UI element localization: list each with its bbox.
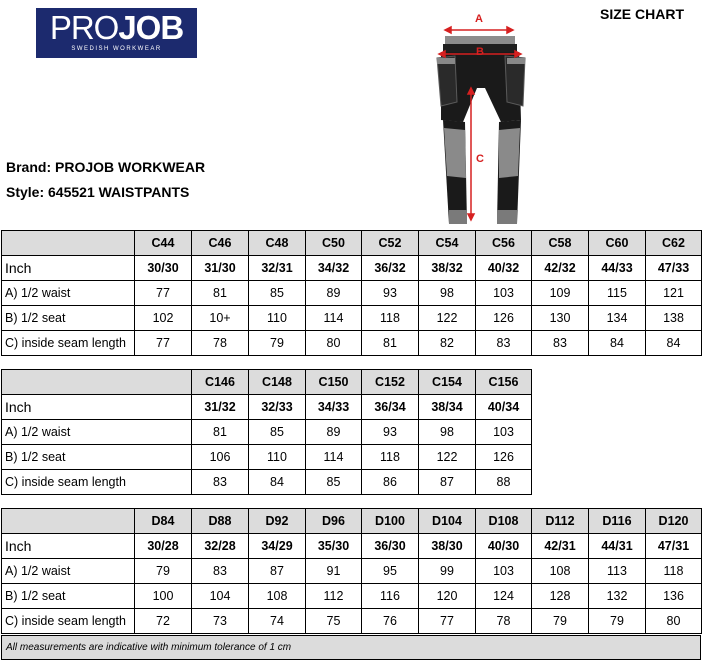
hem-right — [497, 210, 517, 224]
value-cell: 79 — [532, 609, 589, 634]
size-cell: C154 — [419, 370, 476, 395]
knee-pad-left — [444, 128, 466, 178]
value-cell: 108 — [532, 559, 589, 584]
row-label: A) 1/2 waist — [2, 420, 192, 445]
value-cell: 83 — [192, 470, 249, 495]
value-cell: 85 — [249, 420, 306, 445]
size-cell: C150 — [306, 370, 362, 395]
value-cell: 132 — [589, 584, 646, 609]
value-cell: 95 — [362, 559, 419, 584]
size-cell: D92 — [249, 509, 306, 534]
size-cell: C48 — [249, 231, 306, 256]
size-cell: D96 — [306, 509, 362, 534]
measure-c-arrow — [468, 88, 474, 220]
value-cell: 104 — [192, 584, 249, 609]
row-label: Inch — [2, 395, 192, 420]
value-cell: 118 — [362, 445, 419, 470]
size-header-row — [2, 509, 702, 534]
value-cell: 126 — [476, 306, 532, 331]
inch-cell: 30/30 — [135, 256, 192, 281]
value-cell: 74 — [249, 609, 306, 634]
value-cell: 98 — [419, 281, 476, 306]
size-cell: C148 — [249, 370, 306, 395]
logo-wordmark: PROJOB — [49, 9, 184, 46]
value-cell: 93 — [362, 420, 419, 445]
value-cell: 10+ — [192, 306, 249, 331]
value-cell: 115 — [589, 281, 646, 306]
inch-cell: 31/30 — [192, 256, 249, 281]
inch-cell: 44/31 — [589, 534, 646, 559]
row-label: A) 1/2 waist — [2, 559, 135, 584]
value-cell: 102 — [135, 306, 192, 331]
value-cell: 98 — [419, 420, 476, 445]
value-cell: 114 — [306, 306, 362, 331]
value-cell: 103 — [476, 559, 532, 584]
value-cell: 138 — [646, 306, 702, 331]
row-label: B) 1/2 seat — [2, 445, 192, 470]
holster-flap-left — [437, 58, 455, 64]
value-cell: 116 — [362, 584, 419, 609]
inch-cell: 40/32 — [476, 256, 532, 281]
size-chart-title: SIZE CHART — [600, 6, 684, 22]
value-cell: 81 — [192, 281, 249, 306]
size-cell: C52 — [362, 231, 419, 256]
value-cell: 80 — [646, 609, 702, 634]
value-cell: 81 — [362, 331, 419, 356]
row-label: B) 1/2 seat — [2, 306, 135, 331]
row-label: C) inside seam length — [2, 470, 192, 495]
inch-cell: 32/28 — [192, 534, 249, 559]
waist-row — [2, 559, 702, 584]
value-cell: 78 — [476, 609, 532, 634]
size-cell: C60 — [589, 231, 646, 256]
size-cell: D104 — [419, 509, 476, 534]
value-cell: 118 — [646, 559, 702, 584]
value-cell: 83 — [532, 331, 589, 356]
size-cell: D100 — [362, 509, 419, 534]
size-cell: C46 — [192, 231, 249, 256]
size-cell: C44 — [135, 231, 192, 256]
row-label: Inch — [2, 256, 135, 281]
size-table-d — [1, 508, 702, 634]
value-cell: 84 — [646, 331, 702, 356]
inch-row — [2, 395, 532, 420]
value-cell: 85 — [306, 470, 362, 495]
value-cell: 100 — [135, 584, 192, 609]
brand-line: Brand: PROJOB WORKWEAR — [6, 159, 206, 175]
row-label: Inch — [2, 534, 135, 559]
value-cell: 84 — [589, 331, 646, 356]
style-line: Style: 645521 WAISTPANTS — [6, 184, 190, 200]
size-table-c — [1, 230, 702, 356]
size-cell: D108 — [476, 509, 532, 534]
size-header-row — [2, 231, 702, 256]
value-cell: 106 — [192, 445, 249, 470]
row-label: A) 1/2 waist — [2, 281, 135, 306]
header-blank-cell — [2, 231, 135, 256]
value-cell: 122 — [419, 445, 476, 470]
value-cell: 108 — [249, 584, 306, 609]
inch-cell: 38/32 — [419, 256, 476, 281]
value-cell: 120 — [419, 584, 476, 609]
value-cell: 79 — [589, 609, 646, 634]
logo-tagline: SWEDISH WORKWEAR — [71, 46, 162, 52]
value-cell: 80 — [306, 331, 362, 356]
value-cell: 91 — [306, 559, 362, 584]
value-cell: 77 — [135, 331, 192, 356]
value-cell: 114 — [306, 445, 362, 470]
inch-cell: 47/33 — [646, 256, 702, 281]
waist-row — [2, 420, 532, 445]
inseam-row — [2, 331, 702, 356]
size-cell: D116 — [589, 509, 646, 534]
size-cell: C156 — [476, 370, 532, 395]
inch-cell: 42/31 — [532, 534, 589, 559]
value-cell: 83 — [476, 331, 532, 356]
value-cell: 124 — [476, 584, 532, 609]
value-cell: 89 — [306, 281, 362, 306]
value-cell: 73 — [192, 609, 249, 634]
value-cell: 79 — [249, 331, 306, 356]
inch-cell: 35/30 — [306, 534, 362, 559]
header-blank-cell — [2, 509, 135, 534]
label-b: B — [476, 46, 484, 58]
inch-cell: 32/31 — [249, 256, 306, 281]
value-cell: 113 — [589, 559, 646, 584]
inch-cell: 40/34 — [476, 395, 532, 420]
inch-cell: 32/33 — [249, 395, 306, 420]
hem-left — [449, 210, 467, 224]
value-cell: 76 — [362, 609, 419, 634]
inch-cell: 34/33 — [306, 395, 362, 420]
value-cell: 77 — [135, 281, 192, 306]
inch-row — [2, 534, 702, 559]
value-cell: 118 — [362, 306, 419, 331]
value-cell: 134 — [589, 306, 646, 331]
value-cell: 83 — [192, 559, 249, 584]
value-cell: 103 — [476, 281, 532, 306]
value-cell: 122 — [419, 306, 476, 331]
value-cell: 78 — [192, 331, 249, 356]
inch-cell: 30/28 — [135, 534, 192, 559]
value-cell: 87 — [419, 470, 476, 495]
size-cell: C152 — [362, 370, 419, 395]
value-cell: 82 — [419, 331, 476, 356]
value-cell: 130 — [532, 306, 589, 331]
value-cell: 86 — [362, 470, 419, 495]
knee-pad-right — [499, 128, 520, 178]
value-cell: 72 — [135, 609, 192, 634]
size-cell: C146 — [192, 370, 249, 395]
value-cell: 128 — [532, 584, 589, 609]
waist-row — [2, 281, 702, 306]
inch-cell: 36/34 — [362, 395, 419, 420]
measure-a-arrow — [445, 27, 513, 33]
label-c: C — [476, 153, 484, 165]
seat-row — [2, 445, 532, 470]
inch-cell: 40/30 — [476, 534, 532, 559]
value-cell: 87 — [249, 559, 306, 584]
value-cell: 126 — [476, 445, 532, 470]
value-cell: 136 — [646, 584, 702, 609]
value-cell: 89 — [306, 420, 362, 445]
size-cell: C62 — [646, 231, 702, 256]
value-cell: 88 — [476, 470, 532, 495]
inch-cell: 38/30 — [419, 534, 476, 559]
inch-cell: 34/32 — [306, 256, 362, 281]
value-cell: 103 — [476, 420, 532, 445]
holster-flap-right — [507, 58, 525, 64]
inseam-row — [2, 470, 532, 495]
value-cell: 84 — [249, 470, 306, 495]
inch-cell: 34/29 — [249, 534, 306, 559]
value-cell: 110 — [249, 445, 306, 470]
value-cell: 93 — [362, 281, 419, 306]
inch-cell: 38/34 — [419, 395, 476, 420]
size-cell: C54 — [419, 231, 476, 256]
value-cell: 109 — [532, 281, 589, 306]
value-cell: 112 — [306, 584, 362, 609]
row-label: C) inside seam length — [2, 609, 135, 634]
value-cell: 81 — [192, 420, 249, 445]
row-label: B) 1/2 seat — [2, 584, 135, 609]
inch-row — [2, 256, 702, 281]
value-cell: 85 — [249, 281, 306, 306]
value-cell: 75 — [306, 609, 362, 634]
inch-cell: 36/30 — [362, 534, 419, 559]
seat-row — [2, 306, 702, 331]
value-cell: 99 — [419, 559, 476, 584]
inseam-row — [2, 609, 702, 634]
size-header-row — [2, 370, 532, 395]
inch-cell: 42/32 — [532, 256, 589, 281]
projob-logo — [36, 8, 197, 58]
header-blank-cell — [2, 370, 192, 395]
size-cell: C58 — [532, 231, 589, 256]
size-cell: D84 — [135, 509, 192, 534]
inch-cell: 44/33 — [589, 256, 646, 281]
inch-cell: 47/31 — [646, 534, 702, 559]
label-a: A — [475, 13, 483, 25]
inch-cell: 36/32 — [362, 256, 419, 281]
size-cell: C50 — [306, 231, 362, 256]
row-label: C) inside seam length — [2, 331, 135, 356]
size-cell: D88 — [192, 509, 249, 534]
tolerance-footnote: All measurements are indicative with minimum tolerance of 1 cm — [1, 635, 701, 660]
size-cell: D120 — [646, 509, 702, 534]
seat-row — [2, 584, 702, 609]
pants-diagram — [433, 10, 533, 224]
inch-cell: 31/32 — [192, 395, 249, 420]
value-cell: 121 — [646, 281, 702, 306]
size-cell: D112 — [532, 509, 589, 534]
size-table-c-long — [1, 369, 532, 495]
size-cell: C56 — [476, 231, 532, 256]
value-cell: 77 — [419, 609, 476, 634]
value-cell: 110 — [249, 306, 306, 331]
value-cell: 79 — [135, 559, 192, 584]
